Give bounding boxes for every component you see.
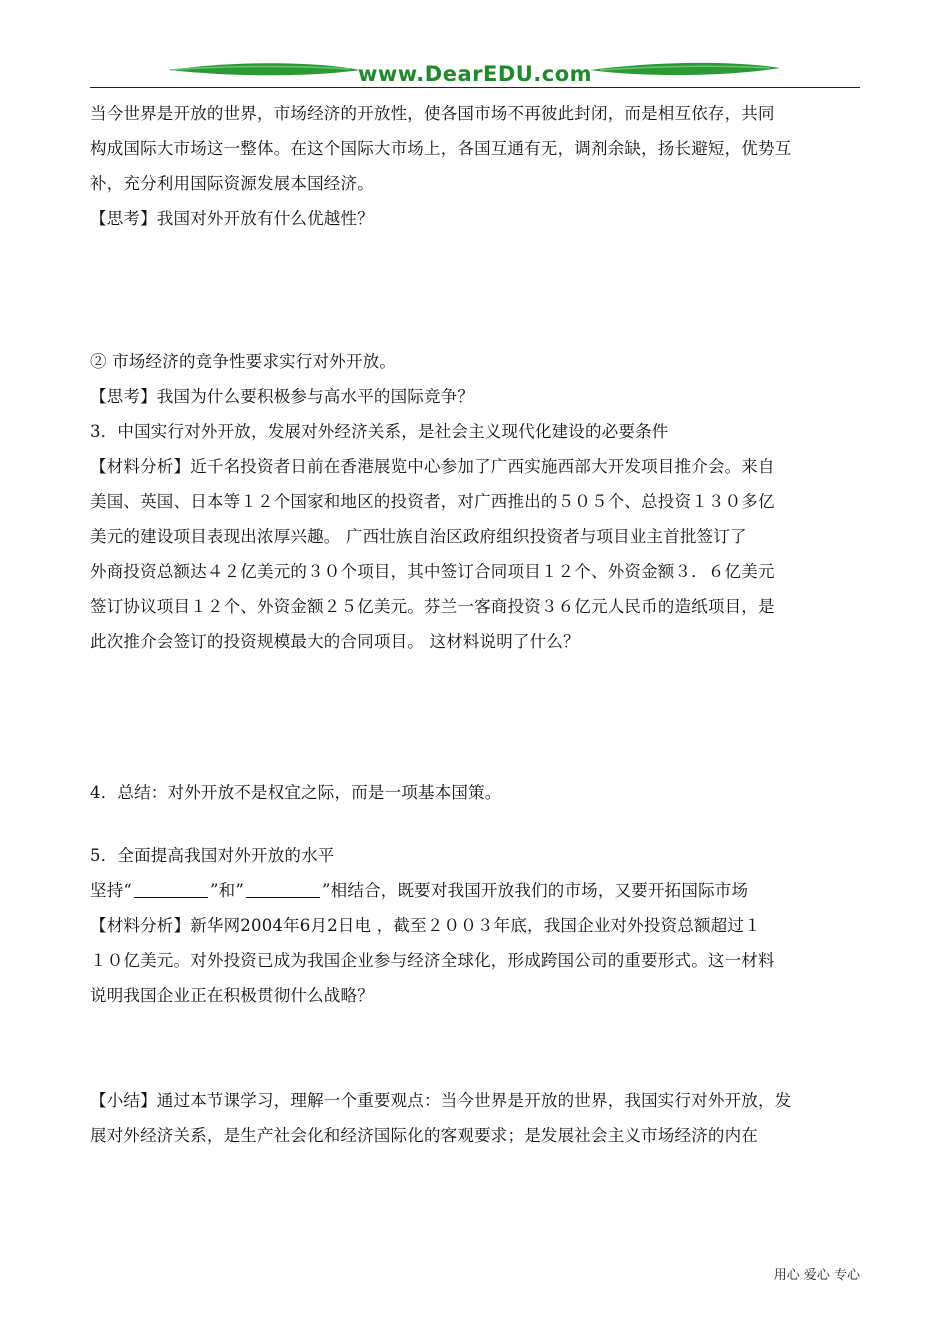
material-line: 美国、英国、日本等１２个国家和地区的投资者，对广西推出的５０５个、总投资１３０多亿: [90, 492, 775, 511]
fill-middle: ”和”: [210, 881, 245, 900]
fill-in-sentence: [90, 873, 865, 908]
fill-prefix: 坚持“: [90, 881, 133, 900]
summary-line: 展对外经济关系，是生产社会化和经济国际化的客观要求；是发展社会主义市场经济的内在: [90, 1126, 758, 1145]
section-heading-5: 5．全面提高我国对外开放的水平: [90, 846, 335, 865]
site-logo-text: www.DearEDU.com: [357, 62, 593, 86]
material-line: 此次推介会签订的投资规模最大的合同项目。 这材料说明了什么？: [90, 632, 580, 651]
material-line: 外商投资总额达４２亿美元的３０个项目，其中签订合同项目１２个、外资金额３．６亿美元: [90, 562, 775, 581]
spacer: [90, 810, 865, 838]
answer-space: [90, 1013, 865, 1083]
think-question-2: 【思考】我国为什么要积极参与高水平的国际竞争？: [90, 387, 475, 406]
material-line: １０亿美元。对外投资已成为我国企业参与经济全球化，形成跨国公司的重要形式。这一材料: [90, 951, 775, 970]
fill-blank-1[interactable]: [134, 881, 208, 898]
answer-space: [90, 236, 865, 344]
material-line: 签订协议项目１２个、外资金额２５亿美元。芬兰一客商投资３６亿元人民币的造纸项目，是: [90, 597, 775, 616]
material-line: 说明我国企业正在积极贯彻什么战略？: [90, 986, 374, 1005]
answer-space: [90, 659, 865, 775]
section-heading-4: 4．总结：对外开放不是权宜之际，而是一项基本国策。: [90, 783, 502, 802]
section-heading-3: 3．中国实行对外开放，发展对外经济关系，是社会主义现代化建设的必要条件: [90, 422, 669, 441]
fill-suffix: ”相结合，既要对我国开放我们的市场，又要开拓国际市场: [322, 881, 749, 900]
paragraph-line: 补，充分利用国际资源发展本国经济。: [90, 174, 374, 193]
paragraph-line: 构成国际大市场这一整体。在这个国际大市场上，各国互通有无，调剂余缺，扬长避短，优势互: [90, 139, 792, 158]
paragraph-line: 当今世界是开放的世界，市场经济的开放性，使各国市场不再彼此封闭，而是相互依存，共同: [90, 104, 775, 123]
site-header: [90, 56, 860, 90]
material-line: 美元的建设项目表现出浓厚兴趣。 广西壮族自治区政府组织投资者与项目业主首批签订了: [90, 527, 747, 546]
summary-line: 【小结】通过本节课学习，理解一个重要观点：当今世界是开放的世界，我国实行对外开放，发: [90, 1091, 792, 1110]
point-2: ② 市场经济的竞争性要求实行对外开放。: [90, 352, 397, 371]
document-body: [90, 96, 865, 1153]
material-line: 【材料分析】新华网2004年6月2日电 ，截至２００３年底，我国企业对外投资总额超过１: [90, 916, 761, 935]
material-line: 【材料分析】近千名投资者日前在香港展览中心参加了广西实施西部大开发项目推介会。来自: [90, 457, 775, 476]
header-divider: [90, 87, 860, 88]
fill-blank-2[interactable]: [246, 881, 320, 898]
think-question-1: 【思考】我国对外开放有什么优越性？: [90, 209, 374, 228]
page-footer: 用心 爱心 专心: [773, 1268, 860, 1283]
